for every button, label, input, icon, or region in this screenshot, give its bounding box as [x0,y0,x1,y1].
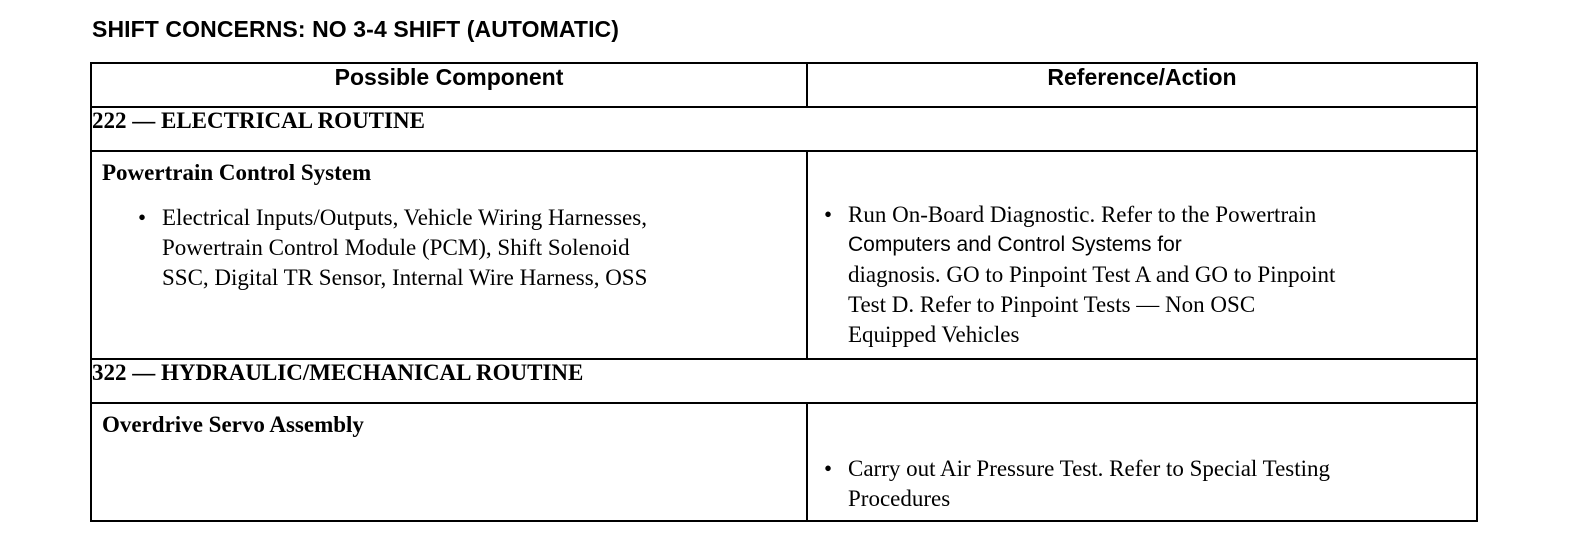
action-bullet-line: diagnosis. GO to Pinpoint Test A and GO to Pinpoint [848,262,1336,287]
action-cell [807,403,1477,521]
component-bullet-line: Powertrain Control Module (PCM), Shift Solenoid [162,235,630,260]
action-bullet-line: Equipped Vehicles [848,322,1020,347]
component-bullet-item [138,203,806,293]
header-row [91,63,1477,107]
action-bullet-item [824,200,1476,350]
component-cell [91,403,807,521]
action-bullet-line: Carry out Air Pressure Test. Refer to Special Testing [848,456,1331,481]
component-bullet-line: SSC, Digital TR Sensor, Internal Wire Harness, OSS [162,265,648,290]
component-cell [91,151,807,359]
section-row-electrical [91,107,1477,151]
page-title: SHIFT CONCERNS: NO 3-4 SHIFT (AUTOMATIC) [92,16,620,42]
section-heading-electrical-routine: 222 — ELECTRICAL ROUTINE [91,107,1477,151]
column-header-reference-action: Reference/Action [807,63,1477,107]
action-cell [807,151,1477,359]
section-row-hydraulic [91,359,1477,403]
column-header-possible-component: Possible Component [91,63,807,107]
shift-concerns-table [90,62,1478,522]
component-bullet-line: Electrical Inputs/Outputs, Vehicle Wiring Harnesses, [162,205,647,230]
section-heading-hydraulic-mechanical-routine: 322 — HYDRAULIC/MECHANICAL ROUTINE [91,359,1477,403]
component-name: Overdrive Servo Assembly [102,412,364,437]
table-row [91,151,1477,359]
action-bullet-line: Computers and Control Systems for [848,233,1182,256]
action-bullet-item [824,454,1476,514]
action-bullet-line: Run On-Board Diagnostic. Refer to the Powertrain [848,202,1317,227]
bullet-icon: • [824,456,833,481]
bullet-icon: • [138,205,147,230]
component-name: Powertrain Control System [102,160,372,185]
table-row [91,403,1477,521]
action-bullet-line: Test D. Refer to Pinpoint Tests — Non OSC [848,292,1256,317]
action-bullet-line: Procedures [848,486,951,511]
bullet-icon: • [824,202,833,227]
